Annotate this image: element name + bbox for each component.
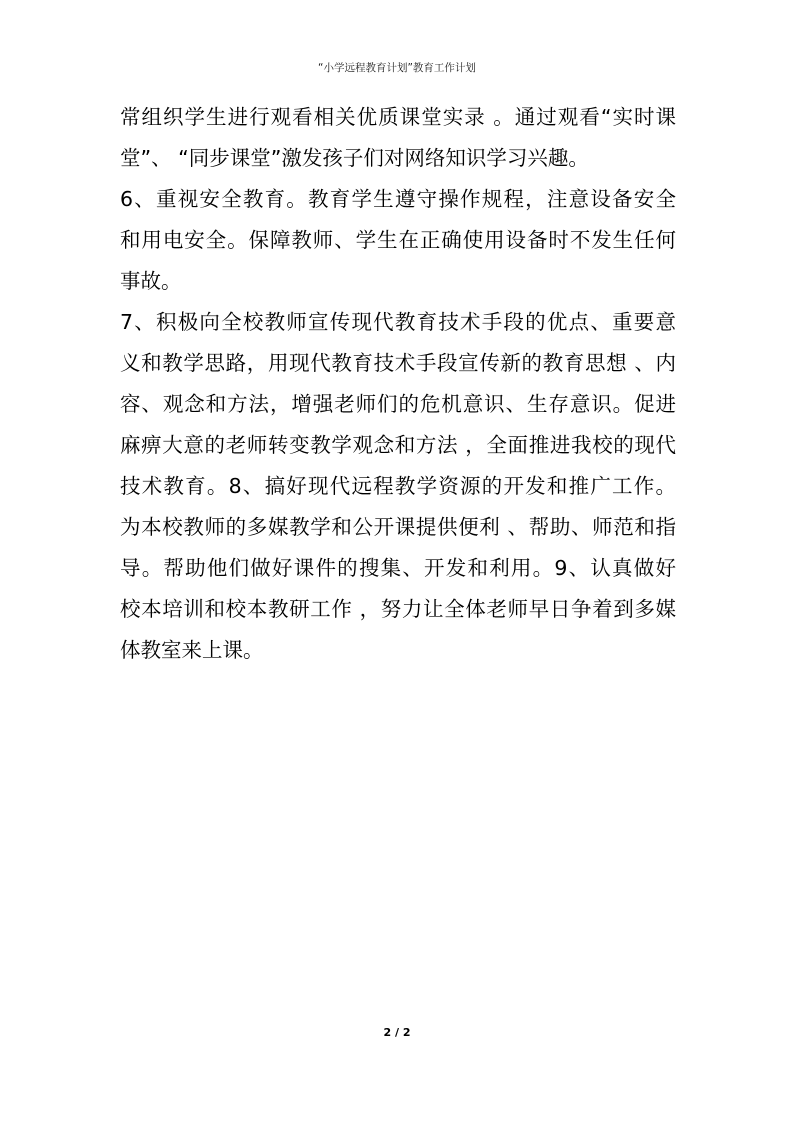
body-line: 校本培训和校本教研工作 ，努力让全体老师早日争着到多媒 [120, 597, 676, 621]
body-line: 7、积极向全校教师宣传现代教育技术手段的优点、重要意 [120, 310, 676, 334]
page-number: 2 / 2 [383, 1026, 411, 1039]
body-line: 体教室来上课。 [120, 638, 264, 662]
body-line: 和用电安全。保障教师、学生在正确使用设备时不发生任何 [120, 228, 676, 252]
body-line: 为本校教师的多媒教学和公开课提供便利 、帮助、师范和指 [120, 515, 676, 539]
body-line: 技术教育。8、搞好现代远程教学资源的开发和推广工作。 [120, 474, 676, 498]
body-line: 麻痹大意的老师转变教学观念和方法 ，全面推进我校的现代 [120, 433, 676, 457]
body-line: 堂”、 “同步课堂”激发孩子们对网络知识学习兴趣。 [120, 146, 589, 170]
body-line: 6、重视安全教育。教育学生遵守操作规程，注意设备安全 [120, 187, 676, 211]
document-body [120, 97, 676, 671]
document-title: “小学远程教育计划”教育工作计划 [318, 62, 476, 74]
body-line: 导。帮助他们做好课件的搜集、开发和利用。9、认真做好 [120, 556, 676, 580]
body-line: 义和教学思路，用现代教育技术手段宣传新的教育思想 、内 [120, 351, 676, 375]
page-footer [0, 1025, 794, 1041]
body-line: 常组织学生进行观看相关优质课堂实录 。通过观看“实时课 [120, 105, 676, 129]
page-header [0, 60, 794, 76]
body-line: 事故。 [120, 269, 182, 293]
body-line: 容、观念和方法，增强老师们的危机意识、生存意识。促进 [120, 392, 676, 416]
